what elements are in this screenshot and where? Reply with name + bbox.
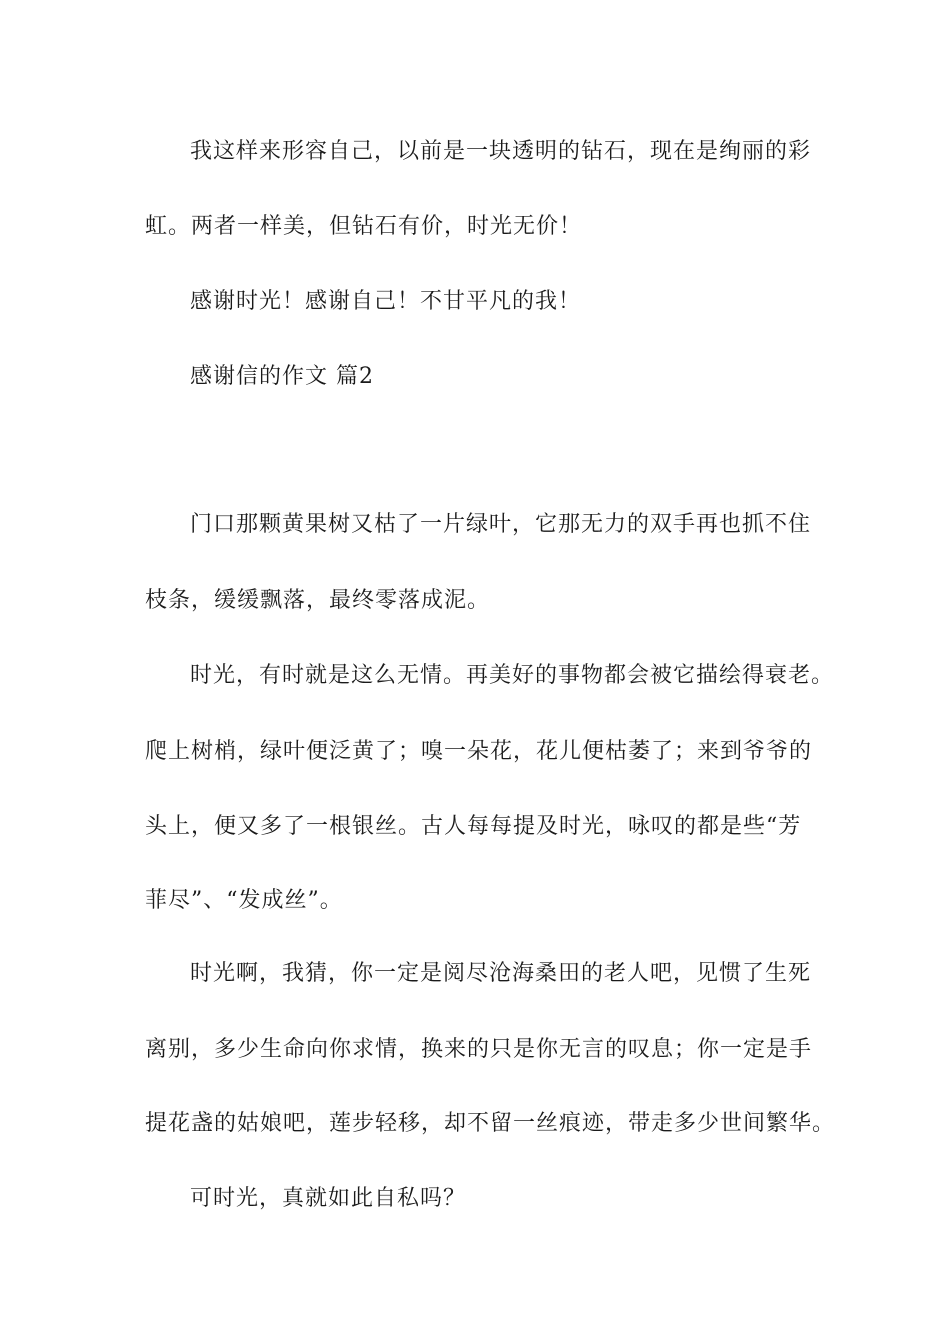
paragraph-line: 提花盏的姑娘吧，莲步轻移，却不留一丝痕迹，带走多少世间繁华。 [145, 1111, 836, 1136]
paragraph-line: 头上，便又多了一根银丝。古人每每提及时光，咏叹的都是些“芳 [145, 814, 802, 839]
section-heading: 感谢信的作文 篇2 [190, 364, 374, 389]
paragraph-line: 时光，有时就是这么无情。再美好的事物都会被它描绘得衰老。 [190, 663, 835, 688]
paragraph-line: 我这样来形容自己，以前是一块透明的钻石，现在是绚丽的彩 [190, 139, 812, 164]
paragraph-line: 爬上树梢，绿叶便泛黄了；嗅一朵花，花儿便枯萎了；来到爷爷的 [145, 739, 813, 764]
paragraph-line: 时光啊，我猜，你一定是阅尽沧海桑田的老人吧，见惯了生死 [190, 961, 812, 986]
paragraph-line: 菲尽”、“发成丝”。 [145, 888, 343, 913]
paragraph-line: 感谢时光！感谢自己！不甘平凡的我！ [190, 289, 582, 314]
paragraph-line: 离别，多少生命向你求情，换来的只是你无言的叹息；你一定是手 [145, 1037, 813, 1062]
paragraph-line: 可时光，真就如此自私吗？ [190, 1186, 467, 1211]
paragraph-line: 虹。两者一样美，但钻石有价，时光无价！ [145, 214, 583, 239]
paragraph-line: 门口那颗黄果树又枯了一片绿叶，它那无力的双手再也抓不住 [190, 512, 812, 537]
paragraph-line: 枝条，缓缓飘落，最终零落成泥。 [145, 588, 491, 613]
